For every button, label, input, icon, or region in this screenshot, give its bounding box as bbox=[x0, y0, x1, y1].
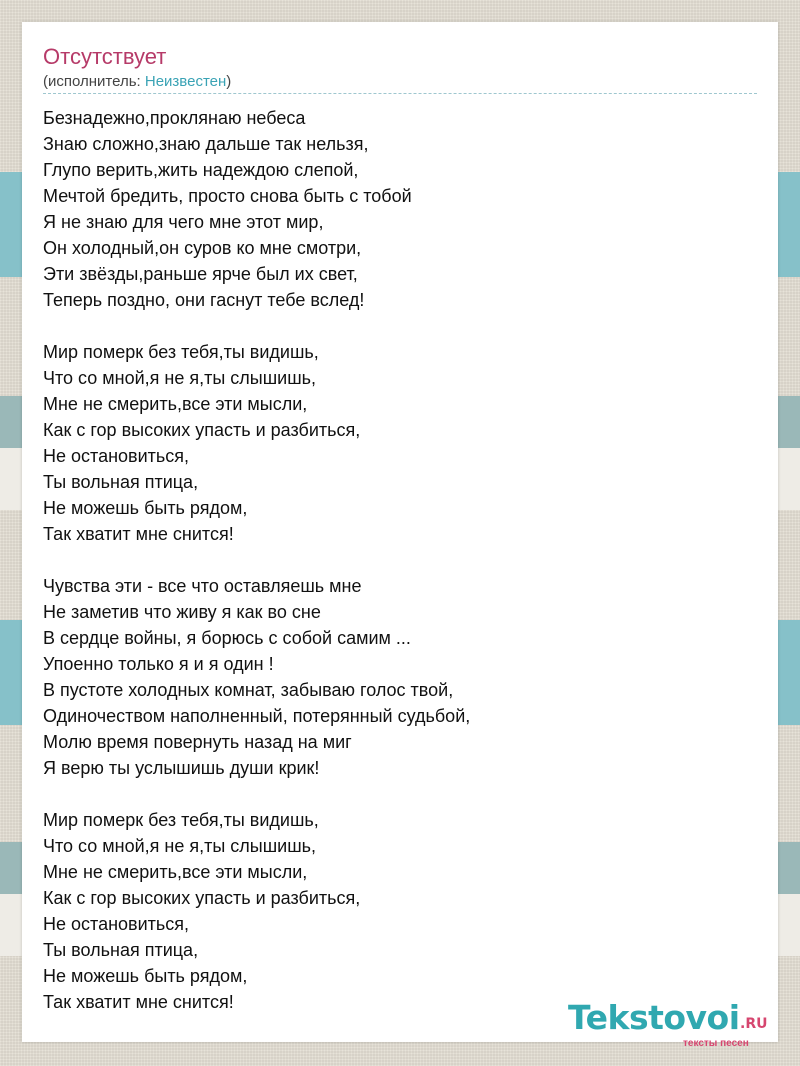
lyric-line: Ты вольная птица, bbox=[43, 940, 199, 960]
stanza-break bbox=[43, 313, 743, 339]
lyric-line: Что со мной,я не я,ты слышишь, bbox=[43, 368, 317, 388]
stanza-break bbox=[43, 781, 743, 807]
lyric-line: Не остановиться, bbox=[43, 914, 190, 934]
lyric-line: Ты вольная птица, bbox=[43, 472, 199, 492]
lyric-line: Так хватит мне снится! bbox=[43, 992, 234, 1012]
lyric-line: Упоенно только я и я один ! bbox=[43, 654, 274, 674]
title-divider bbox=[43, 93, 757, 94]
lyric-line: Мне не смерить,все эти мысли, bbox=[43, 394, 308, 414]
logo-tagline: тексты песен bbox=[683, 1038, 749, 1049]
lyric-line: Мир померк без тебя,ты видишь, bbox=[43, 342, 319, 362]
lyric-line: Мир померк без тебя,ты видишь, bbox=[43, 810, 319, 830]
artist-suffix: ) bbox=[226, 73, 232, 90]
artist-link[interactable]: Неизвестен bbox=[144, 73, 227, 90]
lyric-line: Не можешь быть рядом, bbox=[43, 966, 248, 986]
lyric-line: В пустоте холодных комнат, забываю голос твой, bbox=[43, 680, 454, 700]
lyric-line: Как с гор высоких упасть и разбиться, bbox=[43, 420, 361, 440]
lyric-line: Одиночеством наполненный, потерянный судьбой, bbox=[43, 706, 471, 726]
lyric-line: В сердце войны, я борюсь с собой самим ... bbox=[43, 628, 411, 648]
stanza-break bbox=[43, 547, 743, 573]
lyric-line: Не можешь быть рядом, bbox=[43, 498, 248, 518]
lyric-line: Чувства эти - все что оставляешь мне bbox=[43, 576, 362, 596]
logo-wordmark: Tekstovoi bbox=[568, 998, 740, 1037]
site-logo[interactable] bbox=[568, 998, 778, 1048]
lyric-line: Не заметив что живу я как во сне bbox=[43, 602, 321, 622]
lyric-line: Эти звёзды,раньше ярче был их свет, bbox=[43, 264, 358, 284]
lyric-line: Не остановиться, bbox=[43, 446, 190, 466]
lyric-line: Безнадежно,проклянаю небеса bbox=[43, 108, 306, 128]
song-title: Отсутствует bbox=[43, 44, 167, 69]
lyric-line: Он холодный,он суров ко мне смотри, bbox=[43, 238, 362, 258]
lyric-line: Знаю сложно,знаю дальше так нельзя, bbox=[43, 134, 369, 154]
lyrics-text bbox=[43, 105, 743, 1015]
artist-prefix: (исполнитель: bbox=[43, 73, 145, 90]
lyric-line: Что со мной,я не я,ты слышишь, bbox=[43, 836, 317, 856]
lyric-line: Я верю ты услышишь души крик! bbox=[43, 758, 320, 778]
lyric-line: Молю время повернуть назад на миг bbox=[43, 732, 352, 752]
artist-line bbox=[43, 73, 231, 90]
lyric-line: Мне не смерить,все эти мысли, bbox=[43, 862, 308, 882]
lyric-line: Так хватит мне снится! bbox=[43, 524, 234, 544]
logo-tld: .RU bbox=[740, 1016, 768, 1032]
lyric-line: Как с гор высоких упасть и разбиться, bbox=[43, 888, 361, 908]
lyric-line: Мечтой бредить, просто снова быть с тобой bbox=[43, 186, 412, 206]
lyric-line: Глупо верить,жить надеждою слепой, bbox=[43, 160, 359, 180]
lyrics-card bbox=[22, 22, 778, 1049]
lyric-line: Теперь поздно, они гаснут тебе вслед! bbox=[43, 290, 365, 310]
lyric-line: Я не знаю для чего мне этот мир, bbox=[43, 212, 324, 232]
